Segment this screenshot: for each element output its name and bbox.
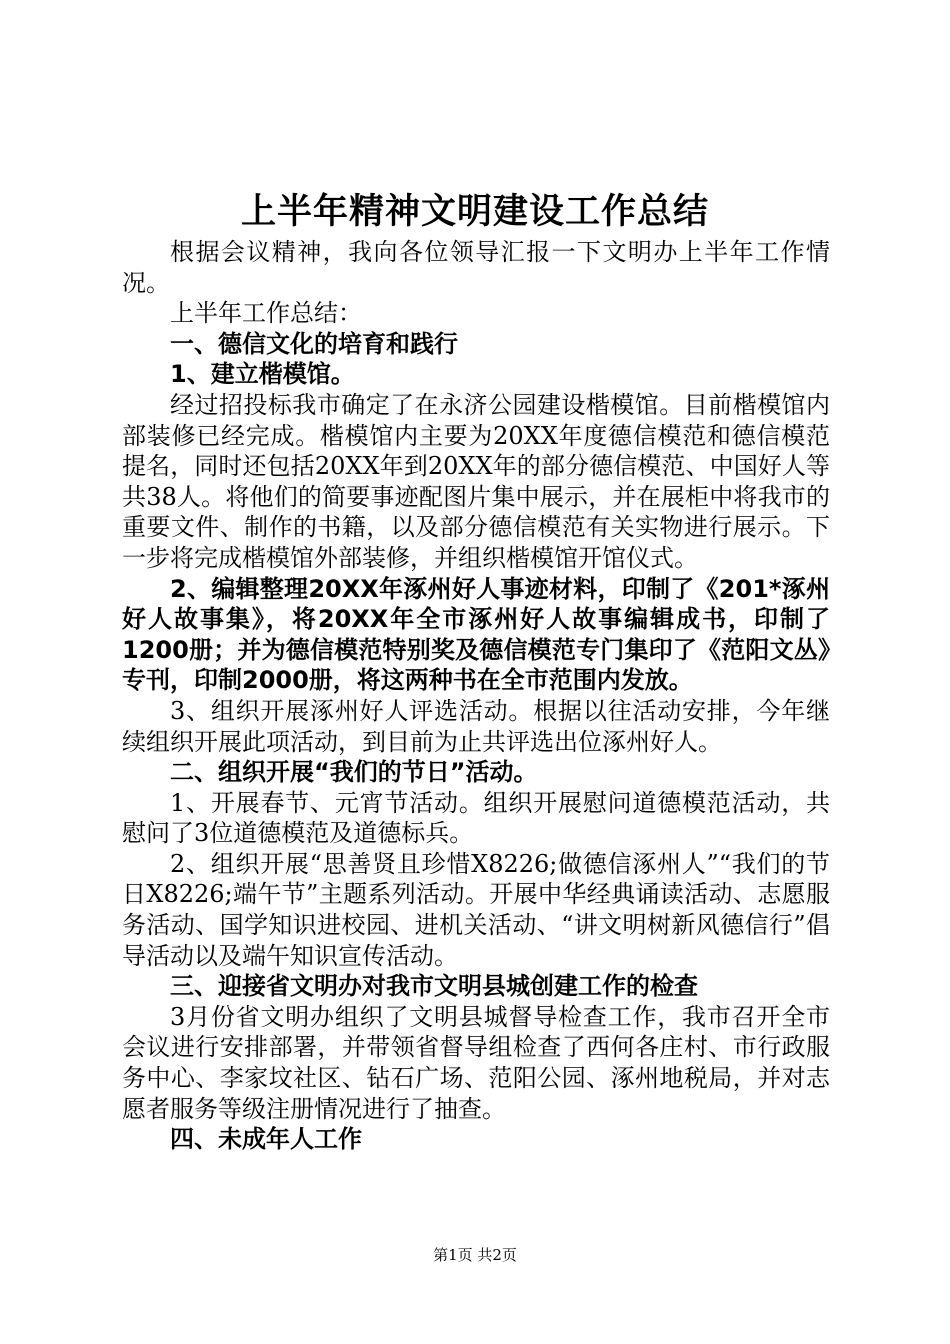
document-body bbox=[122, 237, 830, 1155]
paragraph-good-people-book: 2、编辑整理20XX年涿州好人事迹材料，印制了《201*涿州好人故事集》，将20XX年全市涿州好人故事编辑成书，印制了1200册；并为德信模范特别奖及德信模范专门集印了《范阳文丛》专刊，印制2000册，将这两种书在全市范围内发放。 bbox=[122, 574, 830, 695]
paragraph-inspection: 3月份省文明办组织了文明县城督导检查工作，我市召开全市会议进行安排部署，并带领省督导组检查了西何各庄村、市行政服务中心、李家坟社区、钻石广场、范阳公园、涿州地税局，并对志愿者服务等级注册情况进行了抽查。 bbox=[122, 1002, 830, 1123]
paragraph-selection: 3、组织开展涿州好人评选活动。根据以往活动安排，今年继续组织开展此项活动，到目前为止共评选出位涿州好人。 bbox=[122, 696, 830, 756]
section-heading-3: 三、迎接省文明办对我市文明县城创建工作的检查 bbox=[170, 972, 698, 1001]
page-number-footer: 第1页 共2页 bbox=[433, 1246, 517, 1264]
paragraph-intro: 根据会议精神，我向各位领导汇报一下文明办上半年工作情况。 bbox=[122, 238, 830, 297]
paragraph-spring-festival: 1、开展春节、元宵节活动。组织开展慰问道德模范活动，共慰问了3位道德模范及道德标兵。 bbox=[122, 788, 830, 848]
section-heading-1: 一、德信文化的培育和践行 bbox=[170, 329, 458, 358]
section-heading-4: 四、未成年人工作 bbox=[170, 1125, 362, 1154]
subheading-1-1: 1、建立楷模馆。 bbox=[170, 360, 355, 389]
paragraph-model-hall: 经过招投标我市确定了在永济公园建设楷模馆。目前楷模馆内部装修已经完成。楷模馆内主要为20XX年度德信模范和德信模范提名，同时还包括20XX年到20XX年的部分德信模范、中国好人等共38人。将他们的简要事迹配图片集中展示，并在展柜中将我市的重要文件、制作的书籍，以及部分德信模范有关实物进行展示。下一步将完成楷模馆外部装修，并组织楷模馆开馆仪式。 bbox=[122, 390, 830, 572]
paragraph-summary-label: 上半年工作总结： bbox=[170, 299, 362, 328]
document-title: 上半年精神文明建设工作总结 bbox=[240, 191, 709, 232]
section-heading-2: 二、组织开展“我们的节日”活动。 bbox=[170, 758, 538, 787]
paragraph-theme-activities: 2、组织开展“思善贤且珍惜X8226;做德信涿州人”“我们的节日X8226;端午节”主题系列活动。开展中华经典诵读活动、志愿服务活动、国学知识进校园、进机关活动、“讲文明树新风德信行”倡导活动以及端午知识宣传活动。 bbox=[122, 849, 830, 970]
